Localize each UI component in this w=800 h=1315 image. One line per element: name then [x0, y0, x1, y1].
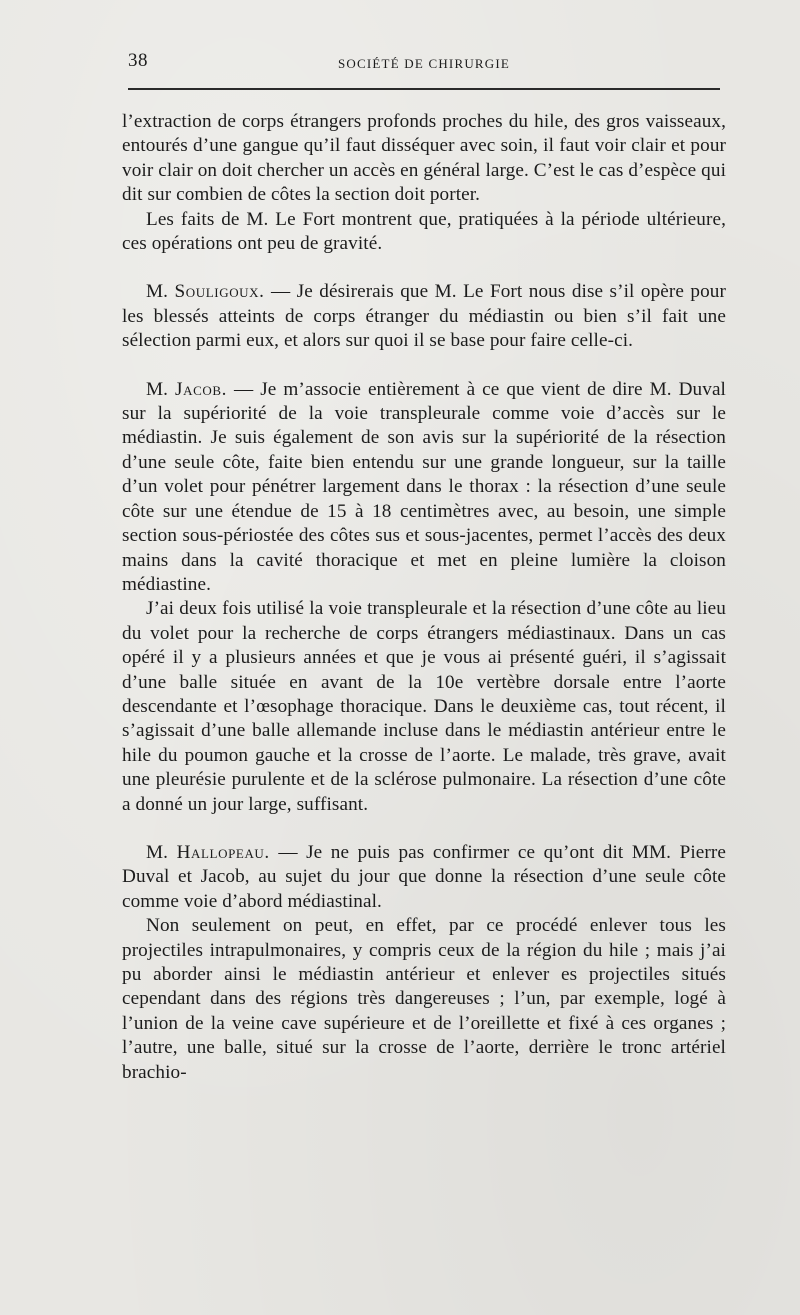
speaker-name: Jacob.: [175, 378, 228, 400]
header-rule: [128, 88, 720, 90]
page-header: [128, 50, 726, 80]
paragraph-text: Les faits de M. Le Fort montrent que, pratiquées à la période ultérieure, ces opérations ont peu de gravité.: [122, 208, 726, 255]
speaker-name: Hallopeau.: [176, 841, 270, 863]
body-text: [122, 110, 726, 1085]
speaker-prefix: M.: [146, 841, 177, 863]
page-number: 38: [128, 50, 148, 71]
paragraph-text: l’extraction de corps étrangers profonds proches du hile, des gros vaisseaux, entourés d’une gangue qu’il faut disséquer avec soin, il faut voir clair et pour voir clair on doit chercher un accès en général large. C’est le cas d’espèce qui dit sur combien de côtes la section doit porter.: [122, 111, 726, 206]
speaker-name: Souligoux.: [174, 281, 265, 303]
paragraph-text: Non seulement on peut, en effet, par ce procédé enlever tous les projectiles intrapulmonaires, y compris ceux de la région du hile ; mais j’ai pu aborder ainsi le médiastin antérieur et enlever es projectiles situés cependant dans des régions très dangereuses ; l’un, par exemple, logé à l’union de la veine cave supérieure et de l’oreillette et fixé à ces organes ; l’autre, une balle, situé sur la crosse de l’aorte, derrière le tronc artériel brachio-: [122, 915, 726, 1083]
speaker-paragraph: [122, 378, 726, 598]
paragraph-text: J’ai deux fois utilisé la voie transpleurale et la résection d’une côte au lieu du volet pour la recherche de corps étrangers médiastinaux. Dans un cas opéré il y a plusieurs années et que je vous ai présenté guéri, il s’agissait d’une balle située en avant de la 10e vertèbre dorsale entre l’aorte descendante et l’œsophage thoracique. Dans le deuxième cas, tout récent, il s’agissait d’une balle allemande incluse dans le médiastin antérieur entre le hile du poumon gauche et la crosse de l’aorte. Le malade, très grave, avait une pleurésie purulente et de la sclérose pulmonaire. La résection d’une côte a donné un jour large, suffisant.: [122, 598, 726, 815]
paragraph: [122, 208, 726, 257]
speaker-prefix: M.: [146, 281, 175, 303]
paragraph-text: — Je ne puis pas confirmer ce qu’ont dit MM. Pierre Duval et Jacob, au sujet du jour que donne la résection d’une seule côte comme voie d’abord médiastinal.: [122, 841, 726, 912]
paragraph-text: — Je désirerais que M. Le Fort nous dise s’il opère pour les blessés atteints de corps étranger du médiastin ou bien s’il fait une sélection parmi eux, et alors sur quoi il se base pour faire celle-ci.: [122, 281, 726, 352]
paragraph: [122, 914, 726, 1085]
speaker-paragraph: [122, 841, 726, 914]
running-title: SOCIÉTÉ DE CHIRURGIE: [338, 56, 511, 71]
speaker-prefix: M.: [146, 378, 176, 400]
paragraph: [122, 597, 726, 817]
paragraph-text: — Je m’associe entièrement à ce que vient de dire M. Duval sur la supériorité de la voie transpleurale comme voie d’accès sur le médiastin. Je suis également de son avis sur la supériorité de la résection d’une seule côte, faite bien entendu sur une grande longueur, sur la taille d’un volet pour pénétrer largement dans le thorax : la résection d’une seule côte sur une étendue de 15 à 18 centimètres avec, au besoin, une simple section sous-périostée des côtes sus et sous-jacentes, permet l’accès des deux mains dans la cavité thoracique et met en pleine lumière la cloison médiastine.: [122, 378, 726, 595]
paragraph: [122, 110, 726, 208]
speaker-paragraph: [122, 280, 726, 353]
